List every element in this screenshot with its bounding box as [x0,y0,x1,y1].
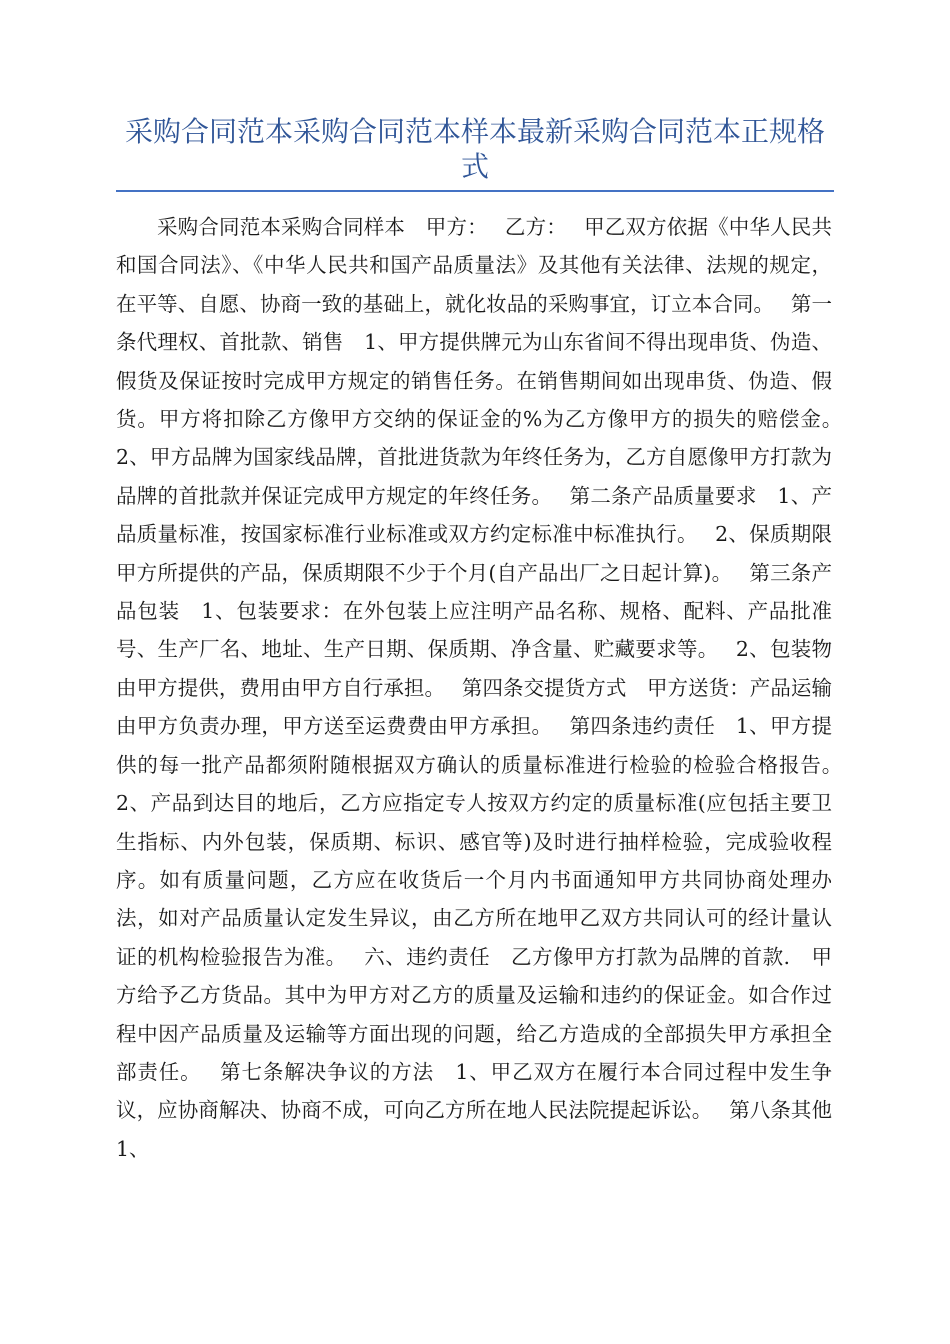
title-block [116,114,834,192]
title-underline [116,190,834,192]
document-body-paragraph: 采购合同范本采购合同样本 甲方： 乙方： 甲乙双方依据《中华人民共和国合同法》、《中华人民共和国产品质量法》及其他有关法律、法规的规定，在平等、自愿、协商一致的基础上，就化妆品的采购事宜，订立本合同。 第一条代理权、首批款、销售 1、甲方提供牌元为山东省间不得出现串货、伪造、假货及保证按时完成甲方规定的销售任务。在销售期间如出现串货、伪造、假货。甲方将扣除乙方像甲方交纳的保证金的%为乙方像甲方的损失的赔偿金。 2、甲方品牌为国家线品牌，首批进货款为年终任务为，乙方自愿像甲方打款为品牌的首批款并保证完成甲方规定的年终任务。 第二条产品质量要求 1、产品质量标准，按国家标准行业标准或双方约定标准中标准执行。 2、保质期限 甲方所提供的产品，保质期限不少于个月(自产品出厂之日起计算)。 第三条产品包装 1、包装要求：在外包装上应注明产品名称、规格、配料、产品批准号、生产厂名、地址、生产日期、保质期、净含量、贮藏要求等。 2、包装物由甲方提供，费用由甲方自行承担。 第四条交提货方式 甲方送货：产品运输由甲方负责办理，甲方送至运费费由甲方承担。 第四条违约责任 1、甲方提供的每一批产品都须附随根据双方确认的质量标准进行检验的检验合格报告。 2、产品到达目的地后，乙方应指定专人按双方约定的质量标准(应包括主要卫生指标、内外包装，保质期、标识、感官等)及时进行抽样检验，完成验收程序。如有质量问题，乙方应在收货后一个月内书面通知甲方共同协商处理办法，如对产品质量认定发生异议，由乙方所在地甲乙双方共同认可的经计量认证的机构检验报告为准。 六、违约责任 乙方像甲方打款为品牌的首款. 甲方给予乙方货品。其中为甲方对乙方的质量及运输和违约的保证金。如合作过程中因产品质量及运输等方面出现的问题，给乙方造成的全部损失甲方承担全部责任。 第七条解决争议的方法 1、甲乙双方在履行本合同过程中发生争议，应协商解决、协商不成，可向乙方所在地人民法院提起诉讼。 第八条其他 1、 [116,215,860,1161]
document-title: 采购合同范本采购合同范本样本最新采购合同范本正规格式 [124,115,825,183]
